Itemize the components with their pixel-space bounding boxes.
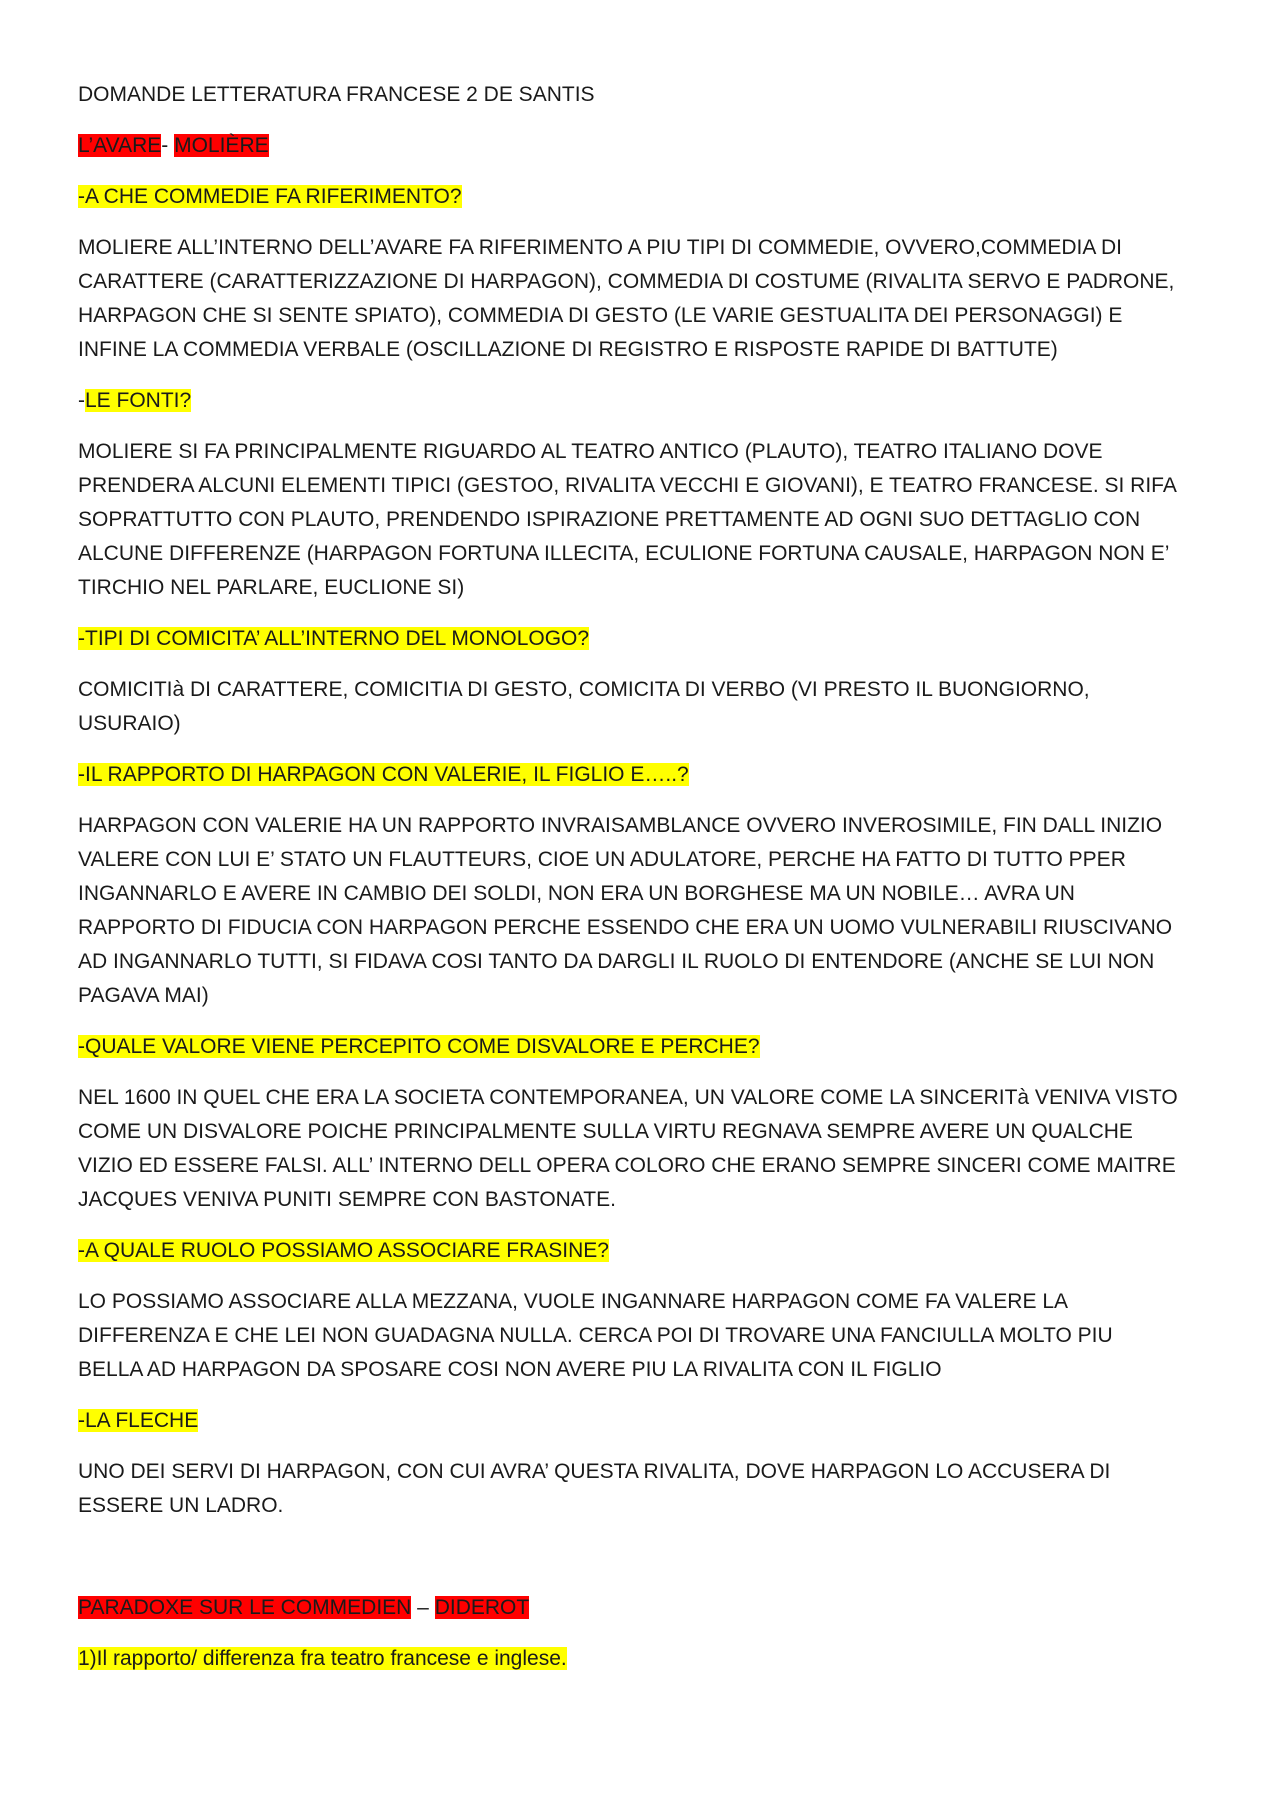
question-text: -A QUALE RUOLO POSSIAMO ASSOCIARE FRASINE?	[78, 1239, 609, 1262]
question-heading	[78, 1030, 1208, 1064]
question-text: -LA FLECHE	[78, 1409, 199, 1432]
question-text: -QUALE VALORE VIENE PERCEPITO COME DISVALORE E PERCHE?	[78, 1035, 760, 1058]
section-separator: –	[411, 1596, 435, 1619]
document-title	[78, 78, 1208, 112]
section-work-title: PARADOXE SUR LE COMMEDIEN	[78, 1596, 412, 1619]
answer-paragraph: UNO DEI SERVI DI HARPAGON, CON CUI AVRA’ QUESTA RIVALITA, DOVE HARPAGON LO ACCUSERA DI ESSERE UN LADRO.	[78, 1460, 1111, 1517]
document-page	[78, 78, 1208, 1676]
question-text: -TIPI DI COMICITA’ ALL’INTERNO DEL MONOLOGO?	[78, 627, 590, 650]
answer-paragraph: COMICITIà DI CARATTERE, COMICITIA DI GESTO, COMICITA DI VERBO (VI PRESTO IL BUONGIORNO, USURAIO)	[78, 678, 1090, 735]
question-heading	[78, 384, 1208, 418]
question-text: -A CHE COMMEDIE FA RIFERIMENTO?	[78, 185, 462, 208]
answer-paragraph: HARPAGON CON VALERIE HA UN RAPPORTO INVRAISAMBLANCE OVVERO INVEROSIMILE, FIN DALL INIZIO VALERE CON LUI E’ STATO UN FLAUTTEURS, CIOE UN ADULATORE, PERCHE HA FATTO DI TUTTO PPER INGANNARLO E AVERE IN CAMBIO DEI SOLDI, NON ERA UN BORGHESE MA UN NOBILE… AVRA UN RAPPORTO DI FIDUCIA CON HARPAGON PERCHE ESSENDO CHE ERA UN UOMO VULNERABILI RIUSCIVANO AD INGANNARLO TUTTI, SI FIDAVA COSI TANTO DA DARGLI IL RUOLO DI ENTENDORE (ANCHE SE LUI NON PAGAVA MAI)	[78, 814, 1173, 1007]
question-heading	[78, 622, 1208, 656]
section-heading-lavare	[78, 129, 1208, 163]
question-heading	[78, 1642, 1208, 1676]
section-author: MOLIÈRE	[174, 134, 269, 157]
question-text: -IL RAPPORTO DI HARPAGON CON VALERIE, IL FIGLIO E…..?	[78, 763, 689, 786]
answer-paragraph: MOLIERE SI FA PRINCIPALMENTE RIGUARDO AL TEATRO ANTICO (PLAUTO), TEATRO ITALIANO DOVE PRENDERA ALCUNI ELEMENTI TIPICI (GESTOO, RIVALITA VECCHI E GIOVANI), E TEATRO FRANCESE. SI RIFA SOPRATTUTTO CON PLAUTO, PRENDENDO ISPIRAZIONE PRETTAMENTE AD OGNI SUO DETTAGLIO CON ALCUNE DIFFERENZE (HARPAGON FORTUNA ILLECITA, ECULIONE FORTUNA CAUSALE, HARPAGON NON E’ TIRCHIO NEL PARLARE, EUCLIONE SI)	[78, 440, 1177, 599]
question-prefix: -	[78, 389, 85, 412]
question-text: 1)Il rapporto/ differenza fra teatro francese e inglese.	[78, 1647, 567, 1670]
question-heading	[78, 1234, 1208, 1268]
answer-paragraph: NEL 1600 IN QUEL CHE ERA LA SOCIETA CONTEMPORANEA, UN VALORE COME LA SINCERITà VENIVA VISTO COME UN DISVALORE POICHE PRINCIPALMENTE SULLA VIRTU REGNAVA SEMPRE AVERE UN QUALCHE VIZIO ED ESSERE FALSI. ALL’ INTERNO DELL OPERA COLORO CHE ERANO SEMPRE SINCERI COME MAITRE JACQUES VENIVA PUNITI SEMPRE CON BASTONATE.	[78, 1086, 1178, 1211]
section-separator: -	[161, 134, 175, 157]
section-heading-diderot	[78, 1591, 1208, 1625]
section-author: DIDEROT	[434, 1596, 530, 1619]
question-text: LE FONTI?	[85, 389, 192, 412]
question-heading	[78, 758, 1208, 792]
document-title-text: DOMANDE LETTERATURA FRANCESE 2 DE SANTIS	[78, 83, 595, 106]
answer-paragraph: LO POSSIAMO ASSOCIARE ALLA MEZZANA, VUOLE INGANNARE HARPAGON COME FA VALERE LA DIFFERENZA E CHE LEI NON GUADAGNA NULLA. CERCA POI DI TROVARE UNA FANCIULLA MOLTO PIU BELLA AD HARPAGON DA SPOSARE COSI NON AVERE PIU LA RIVALITA CON IL FIGLIO	[78, 1290, 1113, 1381]
answer-paragraph: MOLIERE ALL’INTERNO DELL’AVARE FA RIFERIMENTO A PIU TIPI DI COMMEDIE, OVVERO,COMMEDIA DI CARATTERE (CARATTERIZZAZIONE DI HARPAGON), COMMEDIA DI COSTUME (RIVALITA SERVO E PADRONE, HARPAGON CHE SI SENTE SPIATO), COMMEDIA DI GESTO (LE VARIE GESTUALITA DEI PERSONAGGI) E INFINE LA COMMEDIA VERBALE (OSCILLAZIONE DI REGISTRO E RISPOSTE RAPIDE DI BATTUTE)	[78, 236, 1175, 361]
section-work-title: L’AVARE	[78, 134, 162, 157]
question-heading	[78, 180, 1208, 214]
question-heading	[78, 1404, 1208, 1438]
